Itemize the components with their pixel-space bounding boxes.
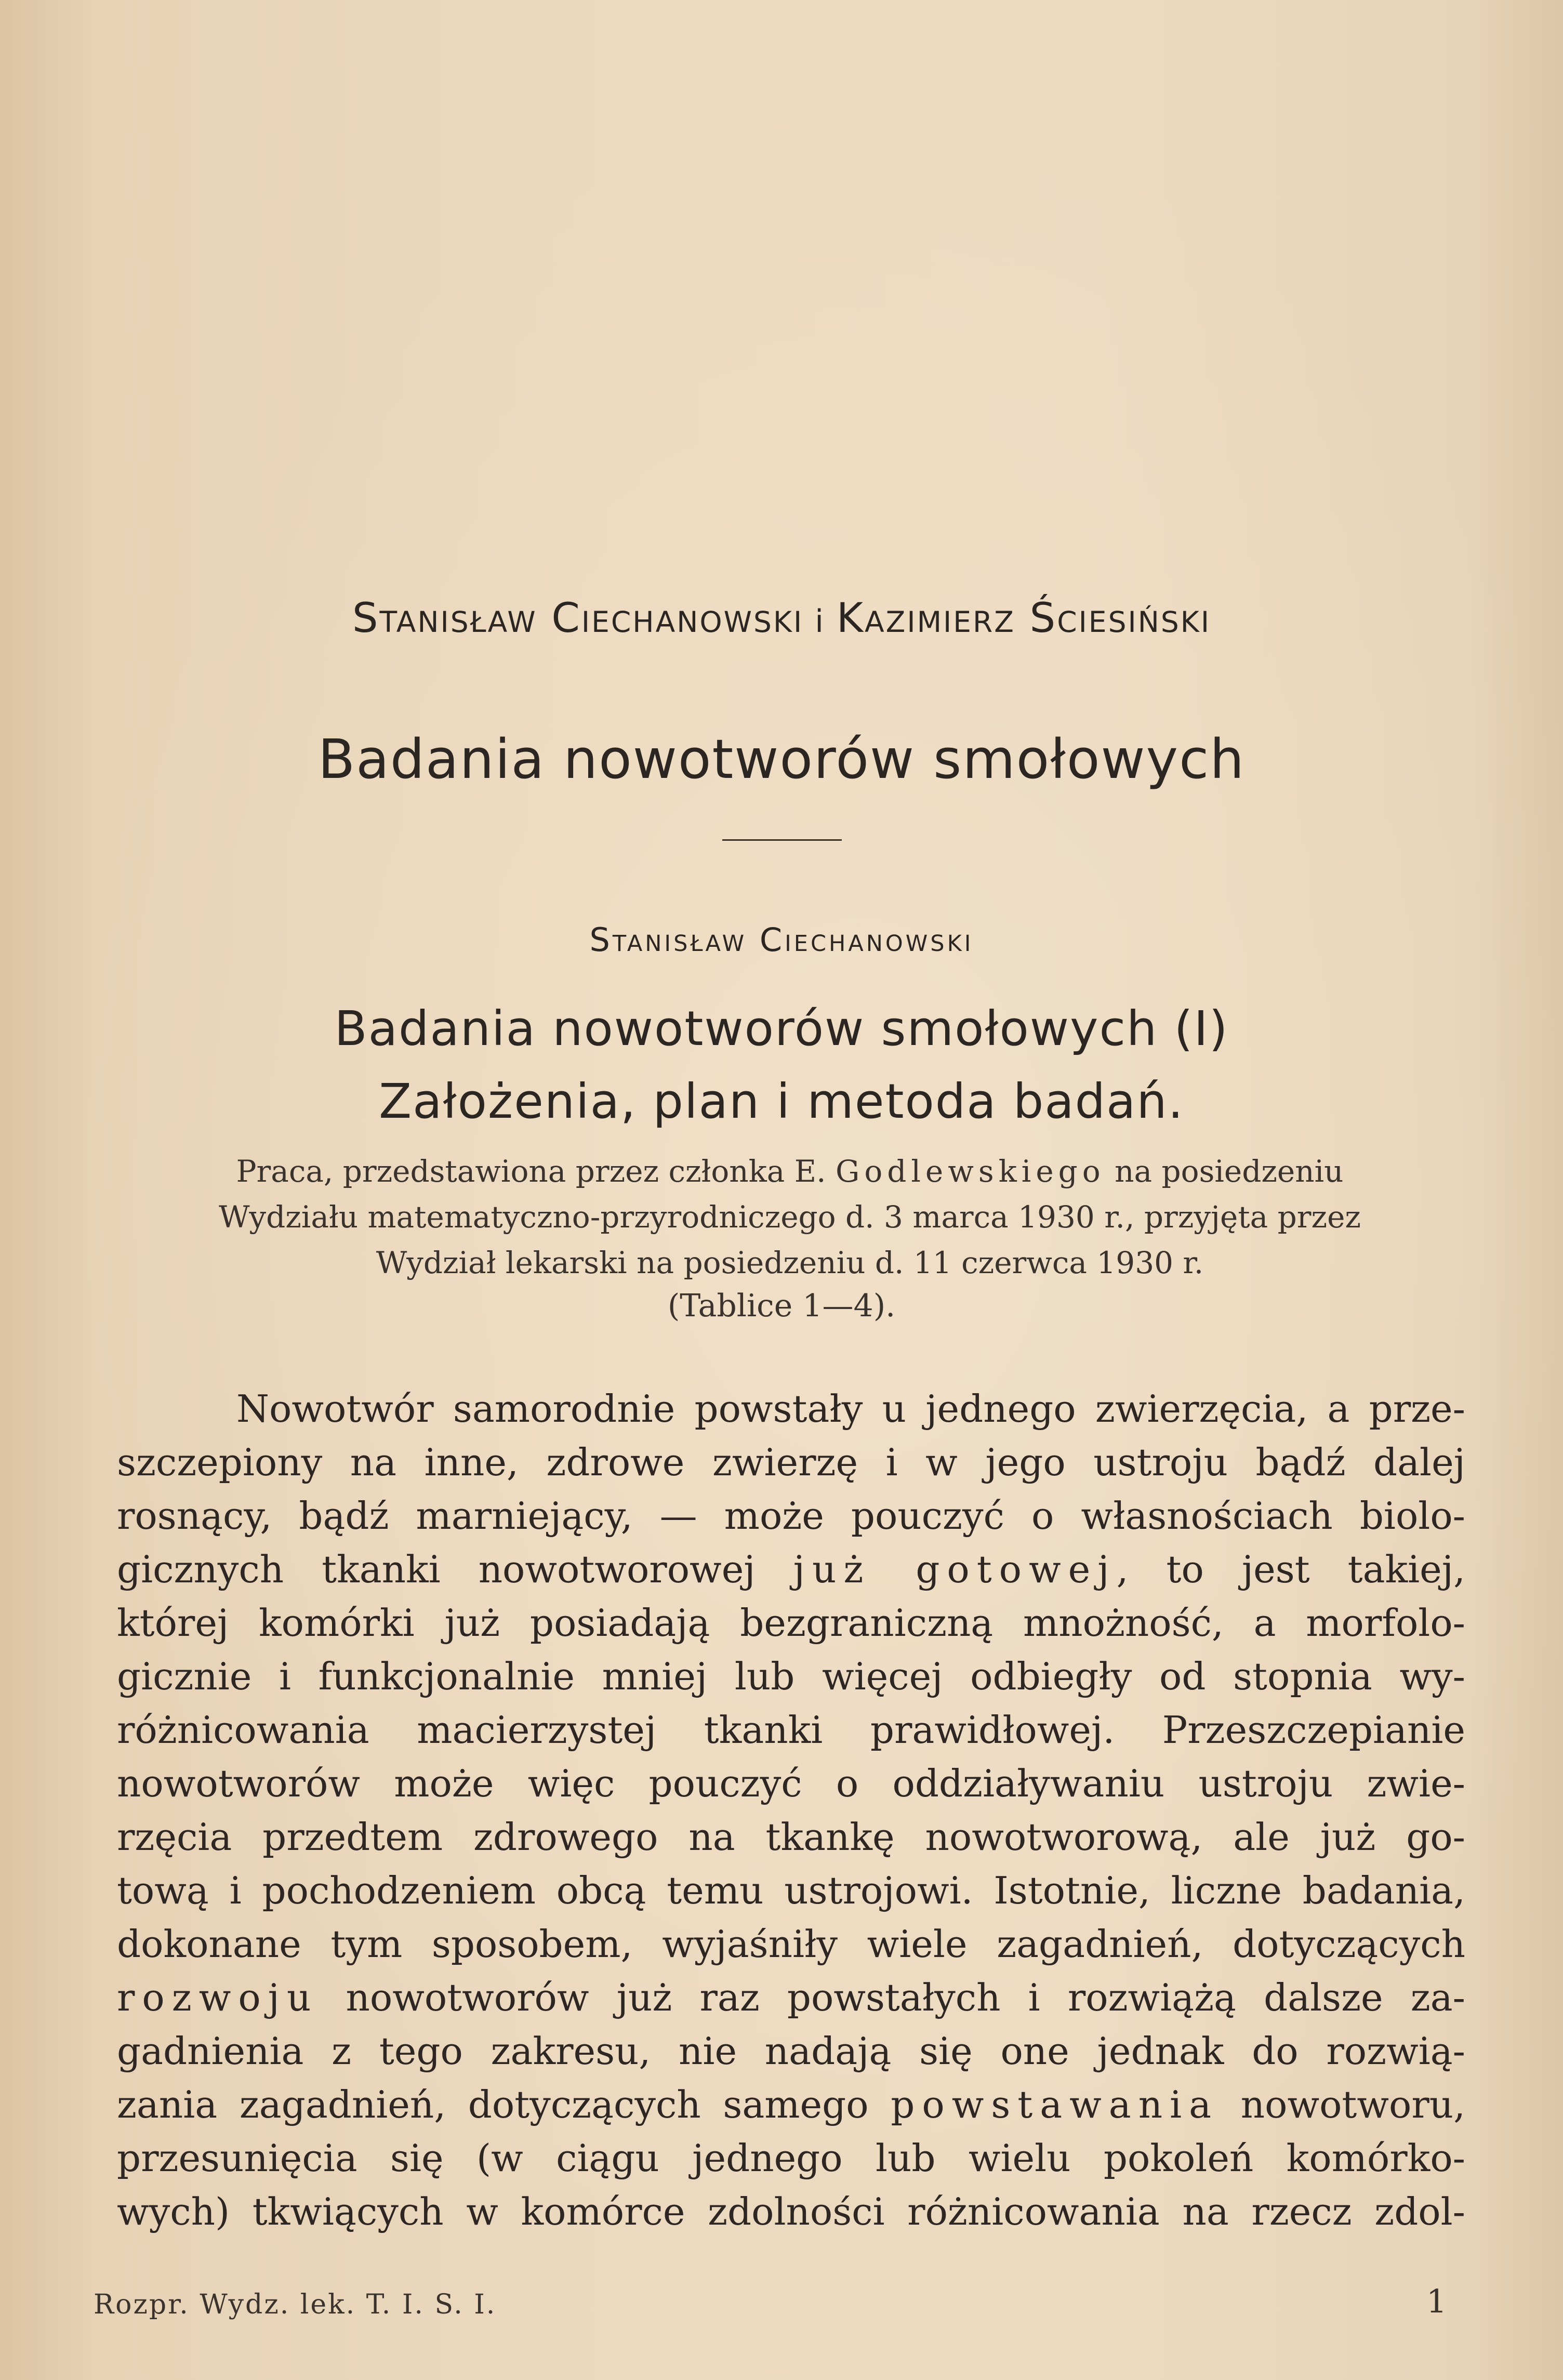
body-line: nowotworów może więc pouczyć o oddziaływaniu ustroju zwie- [117,1762,1465,1805]
title-divider [722,839,842,841]
subtitle-line-2: Założenia, plan i metoda badań. [379,1074,1184,1129]
body-line: gicznie i funkcjonalnie mniej lub więcej odbiegły od stopnia wy- [117,1655,1465,1698]
note-line-2: Wydziału matematyczno-przyrodniczego d. 3 marca 1930 r., przyjęta przez [219,1199,1361,1235]
body-line: dokonane tym sposobem, wyjaśniły wiele zagadnień, dotyczących [117,1922,1465,1966]
emphasis-spaced: rozwoju [117,1976,319,2019]
body-line-part: , to jest takiej, [1116,1548,1465,1591]
body-line-part: zania zagadnień, dotyczących samego [117,2083,869,2126]
body-line-part: nowotworów już raz powstałych i rozwiążą dalsze za- [346,1976,1465,2019]
body-paragraph [117,1382,1465,2239]
body-line [117,2078,1465,2132]
body-line: tową i pochodzeniem obcą temu ustrojowi. Istotnie, liczne badania, [117,1869,1465,1912]
page-number: 1 [1426,2282,1447,2320]
note-presenter-name: Godlewskiego [836,1154,1105,1189]
subtitle-line-1: Badania nowotworów smołowych (I) [334,1001,1229,1056]
article-subtitle [0,993,1563,1138]
note-line-1-end: na posiedzeniu [1115,1154,1344,1189]
body-line: gadnienia z tego zakresu, nie nadają się one jednak do rozwią- [117,2029,1465,2073]
body-line: wych) tkwiących w komórce zdolności różnicowania na rzecz zdol- [117,2190,1465,2233]
body-line: której komórki już posiadają bezgraniczną mnożność, a morfolo- [117,1601,1465,1645]
tables-reference: (Tablice 1—4). [667,1288,896,1324]
body-line: różnicowania macierzystej tkanki prawidłowej. Przeszczepianie [117,1708,1465,1752]
emphasis-spaced: powstawania [891,2083,1219,2126]
body-line-part: nowotworu, [1240,2083,1465,2126]
emphasis-spaced: już gotowej [793,1548,1117,1591]
note-line-1-start: Praca, przedstawiona przez członka E. [236,1154,826,1189]
authors-conjunction: i [815,603,825,640]
body-line-part: gicznych tkanki nowotworowej [117,1548,756,1591]
body-line: rzęcia przedtem zdrowego na tkankę nowotworową, ale już go- [117,1815,1465,1859]
presentation-note [109,1148,1471,1286]
note-line-3: Wydział lekarski na posiedzeniu d. 11 czerwca 1930 r. [376,1245,1204,1280]
body-line: Nowotwór samorodnie powstały u jednego zwierzęcia, a prze- [236,1387,1465,1431]
journal-footer: Rozpr. Wydz. lek. T. I. S. I. [94,2289,497,2320]
main-title: Badania nowotworów smołowych [317,728,1246,791]
note-line-1 [109,1148,1471,1194]
body-line [117,1543,1465,1596]
author-2: Kazimierz Ściesiński [836,595,1211,642]
body-line: rosnący, bądź marniejący, — może pouczyć o własnościach biolo- [117,1494,1465,1538]
body-line: przesunięcia się (w ciągu jednego lub wielu pokoleń komórko- [117,2136,1465,2180]
body-line: szczepiony na inne, zdrowe zwierzę i w jego ustroju bądź dalej [117,1440,1465,1484]
authors-line [0,595,1563,642]
body-line [117,1971,1465,2025]
article-author: Stanisław Ciechanowski [589,921,974,959]
author-1: Stanisław Ciechanowski [352,595,804,642]
